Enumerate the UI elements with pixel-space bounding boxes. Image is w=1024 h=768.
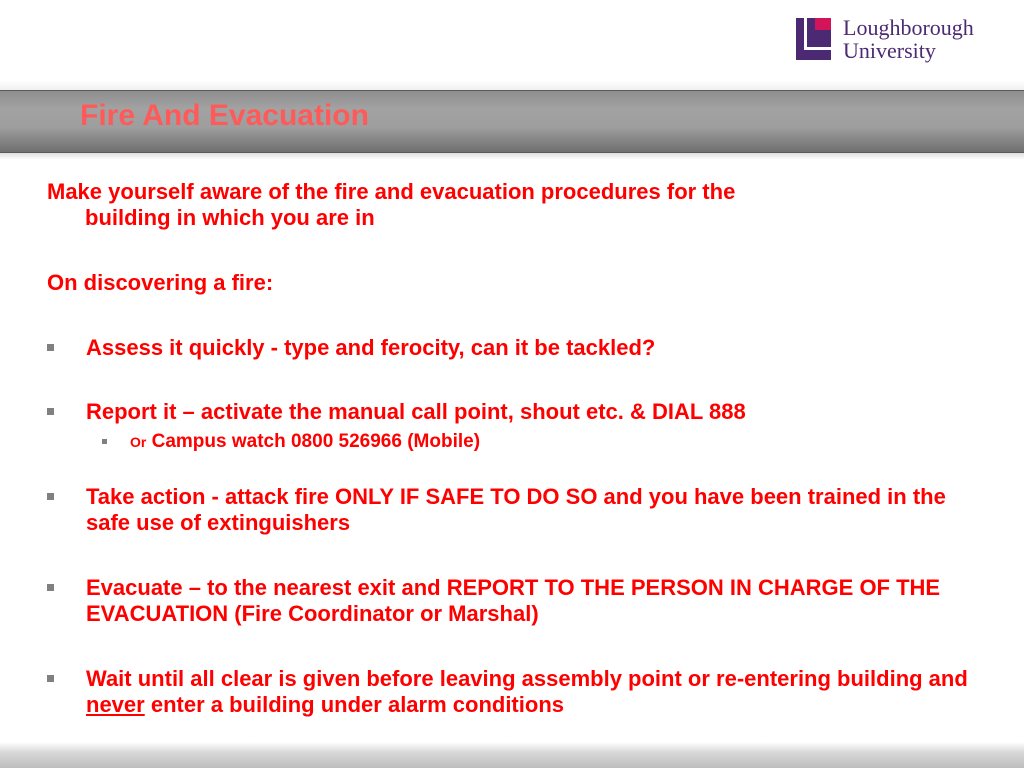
bullet-text [86, 666, 987, 718]
footer-band [0, 742, 1024, 768]
bullet-wait [47, 666, 987, 718]
logo-line-1: Loughborough [843, 15, 974, 40]
intro-line-1: Make yourself aware of the fire and evacuation procedures for the [47, 179, 736, 204]
bullet-report [47, 399, 987, 425]
bullet-square-icon [47, 584, 54, 591]
bullet-square-icon [47, 344, 54, 351]
sub-bullet-campus-watch [102, 430, 480, 454]
bullet-text: Assess it quickly - type and ferocity, can it be tackled? [86, 335, 656, 360]
sub-bullet-or: Or [130, 434, 147, 450]
bullet-evacuate [47, 575, 987, 627]
sub-bullet-text: Campus watch 0800 526966 (Mobile) [151, 431, 481, 452]
bullet-square-icon [47, 675, 54, 682]
bullet-text: Evacuate – to the nearest exit and REPORT TO THE PERSON IN CHARGE OF THE EVACUATION (Fire Coordinator or Marshal) [86, 575, 941, 626]
sub-bullet-square-icon [102, 439, 107, 444]
intro-line-2: building in which you are in [85, 205, 375, 230]
logo-line-2: University [843, 38, 936, 63]
intro-paragraph [47, 179, 947, 231]
bullet-text-before: Wait until all clear is given before leaving assembly point or re-entering building and [86, 666, 968, 691]
bullet-assess [47, 335, 987, 361]
bullet-text: Report it – activate the manual call point, shout etc. & DIAL 888 [86, 399, 746, 424]
bullet-text: Take action - attack fire ONLY IF SAFE TO DO SO and you have been trained in the safe use of extinguishers [86, 484, 946, 535]
bullet-take-action [47, 484, 987, 536]
discovering-heading: On discovering a fire: [47, 270, 274, 295]
bullet-text-emphasis: never [86, 692, 145, 717]
slide-title: Fire And Evacuation [80, 99, 369, 132]
bullet-square-icon [47, 493, 54, 500]
bullet-text-after: enter a building under alarm conditions [144, 692, 564, 717]
bullet-square-icon [47, 408, 54, 415]
